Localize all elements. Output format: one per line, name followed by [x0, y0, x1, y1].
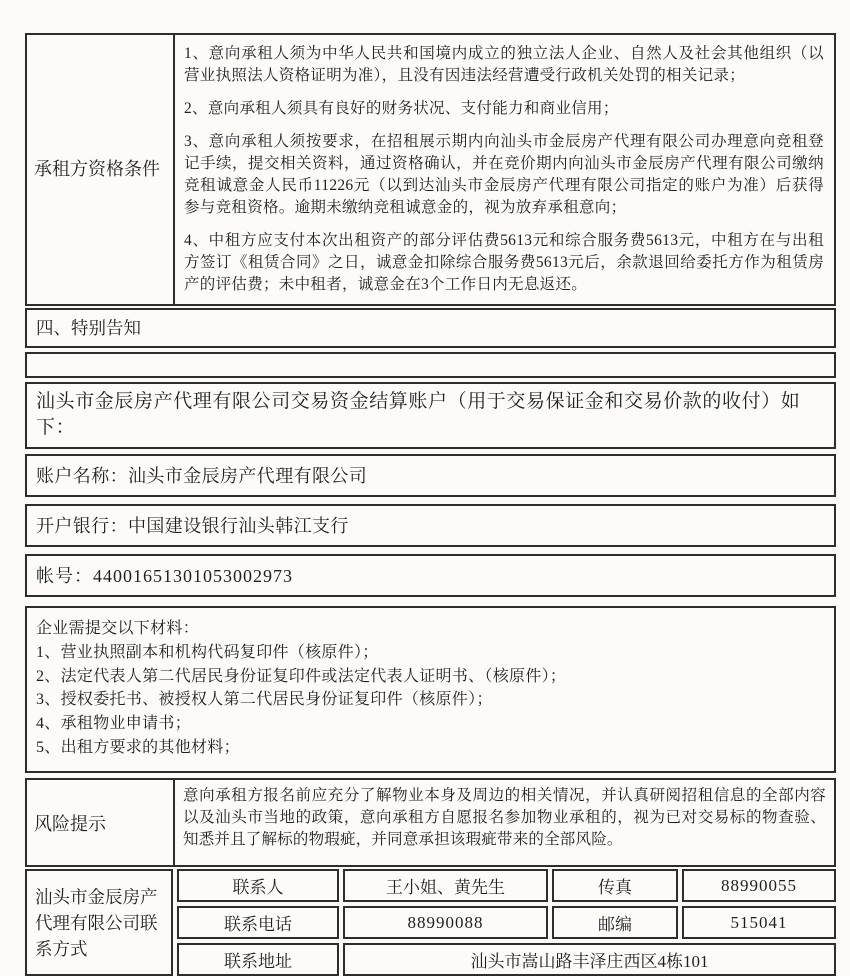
qualification-item-2: 2、意向承租人须具有良好的财务状况、支付能力和商业信用； — [184, 100, 619, 117]
address-value-cell: 汕头市嵩山路丰泽庄西区4栋101 — [343, 943, 836, 976]
qualification-item-1: 1、意向承租人须为中华人民共和国境内成立的独立法人企业、自然人及社会其他组织（以营业执照法人资格证明为准），且没有因违法经营遭受行政机关处罚的相关记录； — [184, 45, 824, 84]
account-name: 账户名称：汕头市金辰房产代理有限公司 — [36, 466, 368, 487]
contact-label: 汕头市金辰房产代理有限公司联系方式 — [35, 886, 158, 960]
fax-label-cell: 传真 — [552, 869, 678, 902]
account-name-row — [25, 454, 836, 497]
address-label-cell: 联系地址 — [177, 943, 339, 976]
materials-item-4: 4、承租物业申请书； — [36, 715, 192, 733]
document-table — [25, 33, 836, 976]
account-number-row — [25, 554, 836, 597]
contact-person-label-cell: 联系人 — [177, 869, 339, 902]
risk-text: 意向承租方报名前应充分了解物业本身及周边的相关情况，并认真研阅招租信息的全部内容以及汕头市当地的政策，意向承租方自愿报名参加物业承租的，视为已对交易标的物查验、知悉并且了解标的物瑕疵，并同意承担该瑕疵带来的全部风险。 — [183, 787, 826, 849]
contact-section — [25, 869, 836, 976]
special-notice-row — [25, 308, 836, 348]
materials-section — [25, 606, 836, 773]
zip-label-cell: 邮编 — [552, 906, 678, 939]
materials-heading: 企业需提交以下材料： — [36, 620, 200, 638]
settlement-heading-row — [25, 382, 836, 449]
contact-label-cell — [25, 869, 173, 976]
phone-value-cell: 88990088 — [343, 906, 548, 939]
qualification-body — [175, 35, 834, 304]
materials-item-5: 5、出租方要求的其他材料； — [36, 738, 240, 756]
risk-label: 风险提示 — [34, 813, 106, 834]
bank-row — [25, 504, 836, 547]
risk-body — [175, 780, 834, 865]
contact-person-value-cell: 王小姐、黄先生 — [343, 869, 548, 902]
empty-row — [25, 352, 836, 378]
qualification-item-4: 4、中租方应支付本次出租资产的部分评估费5613元和综合服务费5613元，中租方在与出租方签订《租赁合同》之日，诚意金扣除综合服务费5613元后，余款退回给委托方作为租赁房产的评估费；未中租者，诚意金在3个工作日内无息返还。 — [184, 232, 824, 293]
special-notice-title: 四、特别告知 — [36, 318, 141, 338]
zip-value-cell: 515041 — [682, 906, 836, 939]
qualification-item-3: 3、意向承租人须按要求，在招租展示期内向汕头市金辰房产代理有限公司办理意向竞租登记手续，提交相关资料，通过资格确认，并在竞价期内向汕头市金辰房产代理有限公司缴纳竞租诚意金人民币11226元（以到达汕头市金辰房产代理有限公司指定的账户为准）后获得参与竞租资格。逾期未缴纳竞租诚意金的，视为放弃承租意向； — [184, 133, 824, 216]
materials-item-3: 3、授权委托书、被授权人第二代居民身份证复印件（核原件）； — [36, 691, 493, 709]
bank-name: 开户银行：中国建设银行汕头韩江支行 — [36, 516, 349, 537]
risk-section — [25, 778, 836, 867]
materials-item-1: 1、营业执照副本和机构代码复印件（核原件）； — [36, 644, 379, 662]
qualification-label: 承租方资格条件 — [34, 159, 160, 180]
phone-label-cell: 联系电话 — [177, 906, 339, 939]
fax-value-cell: 88990055 — [682, 869, 836, 902]
qualification-label-cell — [27, 35, 175, 304]
settlement-heading: 汕头市金辰房产代理有限公司交易资金结算账户（用于交易保证金和交易价款的收付）如下： — [36, 391, 801, 439]
account-number: 帐号：44001651301053002973 — [36, 566, 293, 587]
risk-label-cell — [27, 780, 175, 865]
qualification-section — [25, 33, 836, 306]
materials-item-2: 2、法定代表人第二代居民身份证复印件或法定代表人证明书、（核原件）； — [36, 667, 567, 685]
